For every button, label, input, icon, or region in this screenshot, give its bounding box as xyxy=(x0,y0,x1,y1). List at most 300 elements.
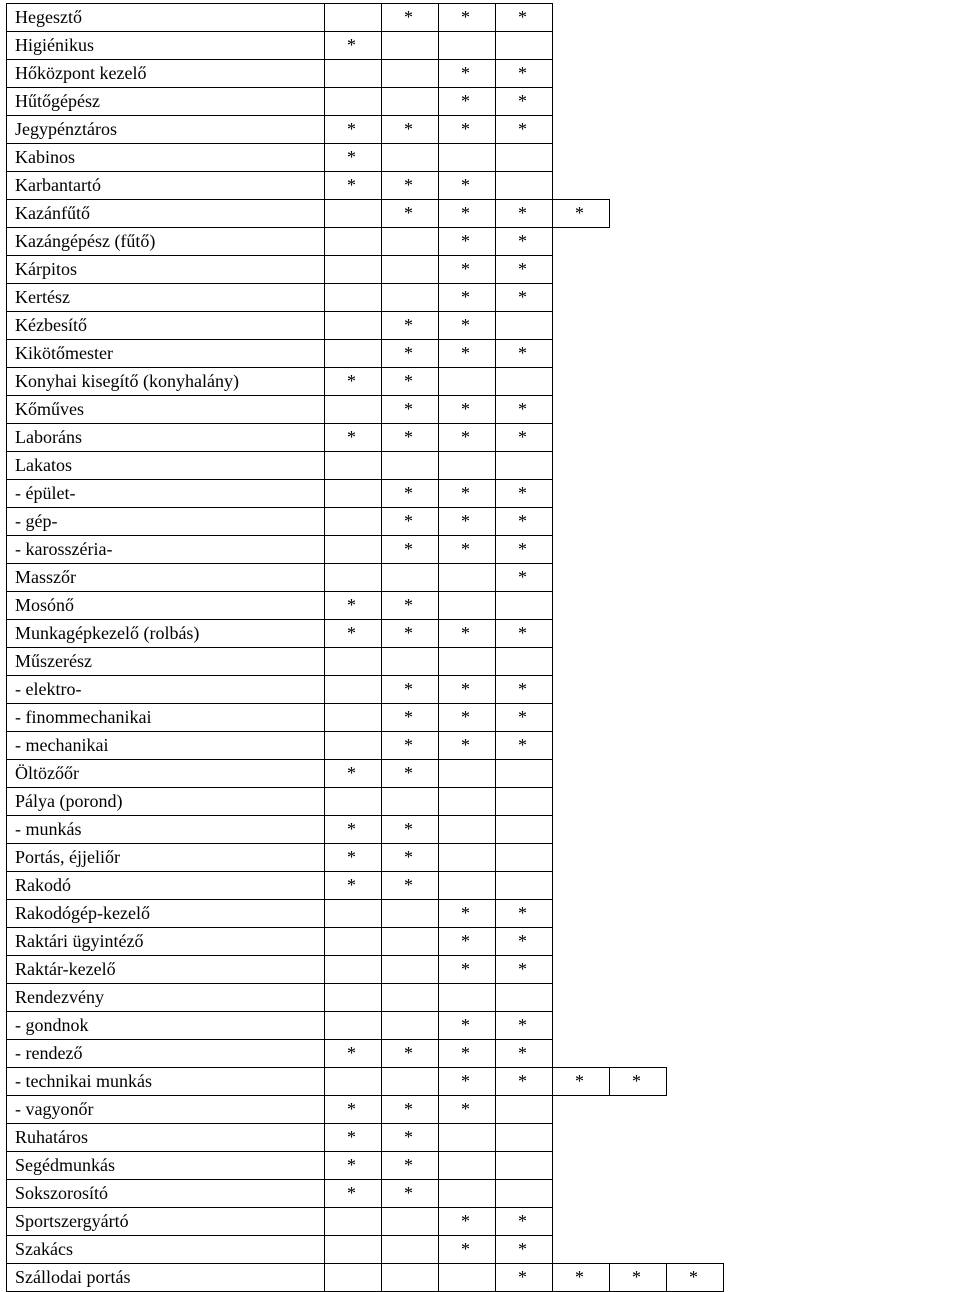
marker-cell: * xyxy=(325,816,382,844)
marker-cell xyxy=(496,1124,553,1152)
occupation-name-cell: Pálya (porond) xyxy=(7,788,325,816)
marker-cell xyxy=(553,32,610,60)
marker-cell xyxy=(325,928,382,956)
marker-cell: * xyxy=(439,620,496,648)
marker-cell xyxy=(496,1152,553,1180)
marker-cell xyxy=(667,32,724,60)
marker-cell xyxy=(553,1236,610,1264)
table-row xyxy=(7,284,724,312)
marker-cell: * xyxy=(496,340,553,368)
marker-cell: * xyxy=(382,340,439,368)
marker-cell xyxy=(610,144,667,172)
marker-cell: * xyxy=(382,116,439,144)
marker-cell: * xyxy=(553,1068,610,1096)
occupation-name-cell: Masszőr xyxy=(7,564,325,592)
marker-cell: * xyxy=(325,620,382,648)
marker-cell xyxy=(553,956,610,984)
marker-cell xyxy=(667,88,724,116)
marker-cell xyxy=(553,144,610,172)
marker-cell xyxy=(439,872,496,900)
marker-cell: * xyxy=(439,284,496,312)
marker-cell xyxy=(553,1208,610,1236)
marker-cell xyxy=(610,396,667,424)
marker-cell xyxy=(553,60,610,88)
marker-cell: * xyxy=(382,1096,439,1124)
marker-cell: * xyxy=(439,396,496,424)
marker-cell xyxy=(610,1236,667,1264)
occupation-name-cell: Hőközpont kezelő xyxy=(7,60,325,88)
marker-cell: * xyxy=(496,956,553,984)
marker-cell xyxy=(553,1096,610,1124)
occupation-name-cell: Műszerész xyxy=(7,648,325,676)
marker-cell xyxy=(667,1040,724,1068)
marker-cell: * xyxy=(496,900,553,928)
marker-cell: * xyxy=(496,1068,553,1096)
marker-cell: * xyxy=(325,424,382,452)
marker-cell xyxy=(610,1012,667,1040)
marker-cell xyxy=(667,1096,724,1124)
occupation-name-cell: Portás, éjjeliőr xyxy=(7,844,325,872)
marker-cell: * xyxy=(496,200,553,228)
marker-cell: * xyxy=(439,1236,496,1264)
table-row xyxy=(7,1236,724,1264)
marker-cell: * xyxy=(439,340,496,368)
table-row xyxy=(7,88,724,116)
marker-cell xyxy=(382,284,439,312)
marker-cell xyxy=(553,116,610,144)
marker-cell xyxy=(667,312,724,340)
marker-cell: * xyxy=(439,732,496,760)
occupation-name-cell: - rendező xyxy=(7,1040,325,1068)
marker-cell: * xyxy=(553,200,610,228)
marker-cell: * xyxy=(496,732,553,760)
marker-cell: * xyxy=(325,32,382,60)
marker-cell xyxy=(610,88,667,116)
marker-cell xyxy=(610,844,667,872)
marker-cell: * xyxy=(325,1124,382,1152)
table-row xyxy=(7,60,724,88)
table-row xyxy=(7,228,724,256)
marker-cell xyxy=(382,228,439,256)
marker-cell: * xyxy=(496,508,553,536)
table-row xyxy=(7,368,724,396)
marker-cell: * xyxy=(325,760,382,788)
marker-cell xyxy=(325,536,382,564)
marker-cell xyxy=(439,984,496,1012)
marker-cell xyxy=(382,928,439,956)
occupation-name-cell: Munkagépkezelő (rolbás) xyxy=(7,620,325,648)
marker-cell xyxy=(439,564,496,592)
occupation-name-cell: Kikötőmester xyxy=(7,340,325,368)
table-row xyxy=(7,508,724,536)
table-row xyxy=(7,900,724,928)
marker-cell: * xyxy=(496,620,553,648)
marker-cell: * xyxy=(439,1096,496,1124)
marker-cell xyxy=(553,284,610,312)
marker-cell: * xyxy=(325,592,382,620)
marker-cell: * xyxy=(496,704,553,732)
occupation-name-cell: Kézbesítő xyxy=(7,312,325,340)
marker-cell xyxy=(667,928,724,956)
table-row xyxy=(7,760,724,788)
marker-cell xyxy=(439,32,496,60)
marker-cell xyxy=(325,704,382,732)
marker-cell: * xyxy=(382,732,439,760)
marker-cell xyxy=(553,732,610,760)
marker-cell: * xyxy=(496,396,553,424)
table-row xyxy=(7,676,724,704)
marker-cell: * xyxy=(382,172,439,200)
marker-cell: * xyxy=(496,1264,553,1292)
marker-cell: * xyxy=(382,368,439,396)
marker-cell: * xyxy=(439,4,496,32)
occupation-name-cell: - elektro- xyxy=(7,676,325,704)
marker-cell: * xyxy=(610,1264,667,1292)
occupation-name-cell: Higiénikus xyxy=(7,32,325,60)
marker-cell xyxy=(610,340,667,368)
marker-cell: * xyxy=(496,116,553,144)
marker-cell xyxy=(553,984,610,1012)
marker-cell xyxy=(325,984,382,1012)
marker-cell xyxy=(667,424,724,452)
occupation-name-cell: - mechanikai xyxy=(7,732,325,760)
marker-cell xyxy=(439,1152,496,1180)
marker-cell xyxy=(610,1180,667,1208)
marker-cell: * xyxy=(382,536,439,564)
marker-cell: * xyxy=(439,1068,496,1096)
marker-cell xyxy=(610,1208,667,1236)
marker-cell: * xyxy=(439,88,496,116)
table-row xyxy=(7,956,724,984)
marker-cell: * xyxy=(325,172,382,200)
marker-cell xyxy=(553,788,610,816)
marker-cell xyxy=(667,340,724,368)
table-row xyxy=(7,788,724,816)
marker-cell xyxy=(496,1180,553,1208)
table-row xyxy=(7,620,724,648)
marker-cell xyxy=(553,1124,610,1152)
occupation-name-cell: Ruhatáros xyxy=(7,1124,325,1152)
marker-cell xyxy=(496,788,553,816)
marker-cell xyxy=(325,340,382,368)
marker-cell xyxy=(325,1208,382,1236)
table-row xyxy=(7,1152,724,1180)
marker-cell xyxy=(553,1180,610,1208)
marker-cell xyxy=(667,1152,724,1180)
occupation-name-cell: Kertész xyxy=(7,284,325,312)
marker-cell xyxy=(325,200,382,228)
marker-cell xyxy=(553,900,610,928)
table-row xyxy=(7,732,724,760)
marker-cell xyxy=(496,760,553,788)
marker-cell xyxy=(610,676,667,704)
marker-cell xyxy=(325,228,382,256)
marker-cell xyxy=(553,396,610,424)
marker-cell xyxy=(610,1096,667,1124)
marker-cell xyxy=(667,536,724,564)
marker-cell xyxy=(325,256,382,284)
occupation-name-cell: Kazánfűtő xyxy=(7,200,325,228)
marker-cell: * xyxy=(610,1068,667,1096)
marker-cell xyxy=(439,1180,496,1208)
marker-cell xyxy=(553,228,610,256)
occupation-name-cell: - gép- xyxy=(7,508,325,536)
occupation-name-cell: Laboráns xyxy=(7,424,325,452)
marker-cell: * xyxy=(382,4,439,32)
marker-cell xyxy=(496,452,553,480)
marker-cell xyxy=(667,1124,724,1152)
occupation-name-cell: Karbantartó xyxy=(7,172,325,200)
marker-cell: * xyxy=(439,424,496,452)
marker-cell xyxy=(553,676,610,704)
marker-cell xyxy=(325,788,382,816)
marker-cell: * xyxy=(439,60,496,88)
marker-cell xyxy=(667,1180,724,1208)
occupation-name-cell: Hegesztő xyxy=(7,4,325,32)
marker-cell xyxy=(439,1264,496,1292)
marker-cell xyxy=(382,1264,439,1292)
table-row xyxy=(7,1180,724,1208)
marker-cell: * xyxy=(382,592,439,620)
marker-cell: * xyxy=(382,312,439,340)
marker-cell xyxy=(325,732,382,760)
occupation-name-cell: Jegypénztáros xyxy=(7,116,325,144)
marker-cell: * xyxy=(496,256,553,284)
marker-cell: * xyxy=(496,1040,553,1068)
marker-cell xyxy=(553,844,610,872)
marker-cell xyxy=(382,32,439,60)
marker-cell xyxy=(496,984,553,1012)
marker-cell: * xyxy=(439,256,496,284)
marker-cell: * xyxy=(382,620,439,648)
table-row xyxy=(7,1068,724,1096)
marker-cell: * xyxy=(325,1040,382,1068)
marker-cell xyxy=(667,676,724,704)
marker-cell xyxy=(553,564,610,592)
marker-cell: * xyxy=(439,116,496,144)
table-row xyxy=(7,312,724,340)
marker-cell xyxy=(610,424,667,452)
marker-cell: * xyxy=(496,1236,553,1264)
marker-cell xyxy=(553,368,610,396)
occupation-name-cell: Segédmunkás xyxy=(7,1152,325,1180)
marker-cell: * xyxy=(382,1040,439,1068)
marker-cell xyxy=(610,900,667,928)
marker-cell xyxy=(667,816,724,844)
marker-cell xyxy=(325,88,382,116)
marker-cell xyxy=(667,60,724,88)
table-row xyxy=(7,4,724,32)
marker-cell xyxy=(496,872,553,900)
marker-cell: * xyxy=(496,536,553,564)
marker-cell xyxy=(439,592,496,620)
marker-cell: * xyxy=(325,116,382,144)
marker-cell xyxy=(610,788,667,816)
marker-cell: * xyxy=(439,704,496,732)
occupation-table xyxy=(6,3,724,1292)
marker-cell xyxy=(382,88,439,116)
marker-cell xyxy=(439,368,496,396)
marker-cell: * xyxy=(439,228,496,256)
marker-cell: * xyxy=(496,88,553,116)
marker-cell xyxy=(667,592,724,620)
marker-cell xyxy=(325,396,382,424)
marker-cell xyxy=(496,844,553,872)
marker-cell xyxy=(439,816,496,844)
marker-cell xyxy=(553,340,610,368)
marker-cell: * xyxy=(382,704,439,732)
marker-cell xyxy=(610,60,667,88)
occupation-name-cell: - karosszéria- xyxy=(7,536,325,564)
marker-cell xyxy=(325,1012,382,1040)
marker-cell xyxy=(382,60,439,88)
marker-cell xyxy=(325,564,382,592)
occupation-name-cell: Kabinos xyxy=(7,144,325,172)
marker-cell: * xyxy=(496,60,553,88)
marker-cell xyxy=(496,312,553,340)
marker-cell: * xyxy=(496,564,553,592)
table-row xyxy=(7,256,724,284)
marker-cell xyxy=(667,732,724,760)
marker-cell xyxy=(553,312,610,340)
table-row xyxy=(7,1208,724,1236)
marker-cell: * xyxy=(325,844,382,872)
table-row xyxy=(7,592,724,620)
marker-cell xyxy=(496,592,553,620)
marker-cell: * xyxy=(439,676,496,704)
marker-cell xyxy=(496,144,553,172)
marker-cell xyxy=(667,284,724,312)
marker-cell xyxy=(667,704,724,732)
marker-cell xyxy=(325,676,382,704)
marker-cell: * xyxy=(439,900,496,928)
marker-cell xyxy=(667,1012,724,1040)
marker-cell xyxy=(610,312,667,340)
marker-cell xyxy=(553,1152,610,1180)
marker-cell xyxy=(610,760,667,788)
marker-cell xyxy=(325,1264,382,1292)
marker-cell: * xyxy=(382,508,439,536)
table-row xyxy=(7,984,724,1012)
marker-cell xyxy=(382,564,439,592)
marker-cell xyxy=(610,116,667,144)
table-row xyxy=(7,340,724,368)
marker-cell xyxy=(667,480,724,508)
marker-cell: * xyxy=(382,760,439,788)
marker-cell xyxy=(439,648,496,676)
table-row xyxy=(7,704,724,732)
marker-cell xyxy=(325,312,382,340)
occupation-name-cell: - vagyonőr xyxy=(7,1096,325,1124)
table-row xyxy=(7,1012,724,1040)
marker-cell xyxy=(553,704,610,732)
marker-cell xyxy=(667,564,724,592)
table-row xyxy=(7,116,724,144)
marker-cell xyxy=(667,788,724,816)
marker-cell: * xyxy=(325,144,382,172)
marker-cell xyxy=(325,4,382,32)
marker-cell: * xyxy=(325,1152,382,1180)
marker-cell xyxy=(610,508,667,536)
marker-cell xyxy=(667,760,724,788)
occupation-name-cell: Rendezvény xyxy=(7,984,325,1012)
marker-cell: * xyxy=(382,1152,439,1180)
marker-cell: * xyxy=(382,676,439,704)
marker-cell xyxy=(325,508,382,536)
occupation-name-cell: Hűtőgépész xyxy=(7,88,325,116)
marker-cell xyxy=(667,144,724,172)
marker-cell xyxy=(667,1208,724,1236)
occupation-name-cell: - technikai munkás xyxy=(7,1068,325,1096)
marker-cell xyxy=(553,452,610,480)
table-row xyxy=(7,200,724,228)
occupation-name-cell: Kárpitos xyxy=(7,256,325,284)
marker-cell: * xyxy=(439,480,496,508)
marker-cell: * xyxy=(496,284,553,312)
marker-cell xyxy=(382,1068,439,1096)
marker-cell: * xyxy=(382,816,439,844)
marker-cell xyxy=(496,368,553,396)
table-row xyxy=(7,1124,724,1152)
marker-cell xyxy=(610,368,667,396)
table-row xyxy=(7,536,724,564)
marker-cell xyxy=(667,368,724,396)
marker-cell xyxy=(439,788,496,816)
marker-cell: * xyxy=(496,1208,553,1236)
marker-cell: * xyxy=(382,872,439,900)
marker-cell xyxy=(325,452,382,480)
marker-cell xyxy=(553,256,610,284)
marker-cell xyxy=(553,928,610,956)
marker-cell xyxy=(667,956,724,984)
marker-cell xyxy=(667,200,724,228)
marker-cell xyxy=(610,648,667,676)
marker-cell: * xyxy=(496,4,553,32)
marker-cell xyxy=(610,284,667,312)
marker-cell: * xyxy=(325,1096,382,1124)
marker-cell xyxy=(325,900,382,928)
occupation-table-container xyxy=(6,3,724,1292)
occupation-name-cell: Raktár-kezelő xyxy=(7,956,325,984)
marker-cell: * xyxy=(325,368,382,396)
marker-cell xyxy=(382,144,439,172)
marker-cell xyxy=(496,32,553,60)
marker-cell xyxy=(667,452,724,480)
marker-cell xyxy=(610,564,667,592)
marker-cell xyxy=(553,88,610,116)
marker-cell xyxy=(667,984,724,1012)
table-row xyxy=(7,424,724,452)
marker-cell xyxy=(382,452,439,480)
marker-cell: * xyxy=(439,956,496,984)
marker-cell xyxy=(667,172,724,200)
occupation-table-body xyxy=(7,4,724,1292)
marker-cell xyxy=(610,200,667,228)
marker-cell xyxy=(325,1236,382,1264)
occupation-name-cell: Szakács xyxy=(7,1236,325,1264)
marker-cell xyxy=(610,32,667,60)
marker-cell xyxy=(439,452,496,480)
marker-cell xyxy=(325,648,382,676)
occupation-name-cell: - gondnok xyxy=(7,1012,325,1040)
marker-cell: * xyxy=(496,1012,553,1040)
marker-cell xyxy=(667,844,724,872)
marker-cell xyxy=(496,816,553,844)
table-row xyxy=(7,452,724,480)
marker-cell xyxy=(382,788,439,816)
table-row xyxy=(7,1264,724,1292)
table-row xyxy=(7,872,724,900)
